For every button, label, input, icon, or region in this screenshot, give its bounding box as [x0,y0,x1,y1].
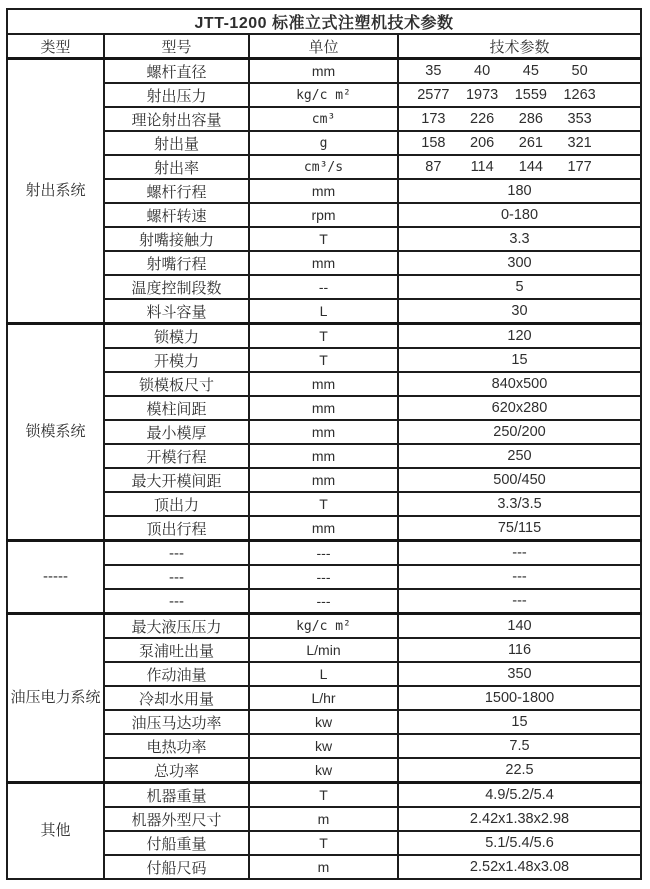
spec-value: 173 [421,111,446,127]
model-cell: 螺杆行程 [104,179,249,203]
unit-cell: L/hr [249,686,398,710]
value-cell: --- [398,589,641,614]
table-row [7,783,641,808]
value-cell: 350 [398,662,641,686]
value-cell: 5 [398,275,641,299]
value-cell: 840x500 [398,372,641,396]
model-cell: 电热功率 [104,734,249,758]
spec-table-head [7,9,641,59]
spec-value: 206 [470,135,495,151]
type-cell: ----- [7,541,104,614]
value-cell: 3.3/3.5 [398,492,641,516]
unit-cell: kw [249,758,398,783]
value-group [399,111,640,127]
unit-cell: m [249,807,398,831]
value-cell: --- [398,541,641,566]
unit-cell: --- [249,565,398,589]
value-cell: 2.52x1.48x3.08 [398,855,641,879]
model-cell: --- [104,565,249,589]
model-cell: 射嘴行程 [104,251,249,275]
model-cell: 最大开模间距 [104,468,249,492]
spec-value: 321 [567,135,592,151]
unit-cell: kw [249,710,398,734]
type-cell: 油压电力系统 [7,614,104,783]
model-cell: 机器外型尺寸 [104,807,249,831]
unit-cell: T [249,324,398,349]
value-cell: 2.42x1.38x2.98 [398,807,641,831]
value-cell: 5.1/5.4/5.6 [398,831,641,855]
model-cell: 理论射出容量 [104,107,249,131]
type-cell: 锁模系统 [7,324,104,541]
model-cell: 作动油量 [104,662,249,686]
spec-value: 226 [470,111,495,127]
unit-cell: mm [249,516,398,541]
value-cell: 620x280 [398,396,641,420]
model-cell: 付船尺码 [104,855,249,879]
unit-cell: --- [249,589,398,614]
unit-cell: -- [249,275,398,299]
value-group [399,87,640,103]
model-cell: 顶出力 [104,492,249,516]
unit-cell: T [249,831,398,855]
model-cell: --- [104,541,249,566]
spec-value: 353 [567,111,592,127]
model-cell: 顶出行程 [104,516,249,541]
value-cell: 500/450 [398,468,641,492]
model-cell: 射出压力 [104,83,249,107]
spec-value: 286 [518,111,543,127]
spec-value: 1559 [514,87,547,103]
value-cell: 140 [398,614,641,639]
value-cell: 0-180 [398,203,641,227]
spec-table-body [7,59,641,880]
column-header-params: 技术参数 [398,34,641,59]
type-cell: 射出系统 [7,59,104,324]
unit-cell: cm³/s [249,155,398,179]
unit-cell: kg/c m² [249,614,398,639]
model-cell: 射嘴接触力 [104,227,249,251]
model-cell: 温度控制段数 [104,275,249,299]
unit-cell: T [249,348,398,372]
value-cell: 3.3 [398,227,641,251]
value-cell: 250 [398,444,641,468]
value-cell: 116 [398,638,641,662]
value-cell: 7.5 [398,734,641,758]
unit-cell: --- [249,541,398,566]
value-group [399,135,640,151]
value-cell: 75/115 [398,516,641,541]
value-cell [398,107,641,131]
spec-value: 35 [425,63,442,79]
value-cell: 30 [398,299,641,324]
spec-value: 40 [474,63,491,79]
unit-cell: L/min [249,638,398,662]
unit-cell: L [249,299,398,324]
unit-cell: kw [249,734,398,758]
spec-value: 158 [421,135,446,151]
value-cell [398,83,641,107]
spec-value: 50 [571,63,588,79]
spec-table [6,8,642,880]
model-cell: 射出量 [104,131,249,155]
unit-cell: T [249,227,398,251]
model-cell: 螺杆转速 [104,203,249,227]
value-cell [398,131,641,155]
model-cell: 锁模力 [104,324,249,349]
value-group [399,159,640,175]
spec-value: 114 [470,159,494,175]
value-cell [398,59,641,84]
unit-cell: L [249,662,398,686]
model-cell: 最大液压压力 [104,614,249,639]
model-cell: 锁模板尺寸 [104,372,249,396]
unit-cell: T [249,783,398,808]
unit-cell: m [249,855,398,879]
model-cell: 开模力 [104,348,249,372]
value-cell: 1500-1800 [398,686,641,710]
table-title: JTT-1200 标准立式注塑机技术参数 [7,9,641,34]
spec-value: 144 [518,159,543,175]
unit-cell: mm [249,468,398,492]
spec-value: 1973 [465,87,499,103]
model-cell: 油压马达功率 [104,710,249,734]
model-cell: 付船重量 [104,831,249,855]
unit-cell: g [249,131,398,155]
type-cell: 其他 [7,783,104,880]
unit-cell: mm [249,444,398,468]
unit-cell: mm [249,396,398,420]
spec-value: 1263 [563,87,596,103]
header-row [7,34,641,59]
model-cell: 开模行程 [104,444,249,468]
unit-cell: T [249,492,398,516]
table-row [7,59,641,84]
model-cell: --- [104,589,249,614]
unit-cell: mm [249,372,398,396]
model-cell: 机器重量 [104,783,249,808]
model-cell: 料斗容量 [104,299,249,324]
value-cell [398,155,641,179]
spec-value: 177 [567,159,592,175]
model-cell: 总功率 [104,758,249,783]
value-cell: 180 [398,179,641,203]
model-cell: 螺杆直径 [104,59,249,84]
unit-cell: mm [249,251,398,275]
unit-cell: rpm [249,203,398,227]
unit-cell: mm [249,420,398,444]
column-header-type: 类型 [7,34,104,59]
model-cell: 冷却水用量 [104,686,249,710]
value-cell: 120 [398,324,641,349]
column-header-unit: 单位 [249,34,398,59]
value-cell: 4.9/5.2/5.4 [398,783,641,808]
table-row [7,541,641,566]
value-cell: 22.5 [398,758,641,783]
table-row [7,614,641,639]
spec-value: 87 [425,159,442,175]
spec-value: 261 [518,135,543,151]
spec-value: 45 [522,63,539,79]
value-cell: 15 [398,710,641,734]
value-cell: 15 [398,348,641,372]
value-cell: 300 [398,251,641,275]
table-row [7,324,641,349]
title-row [7,9,641,34]
model-cell: 射出率 [104,155,249,179]
model-cell: 最小模厚 [104,420,249,444]
column-header-model: 型号 [104,34,249,59]
model-cell: 泵浦吐出量 [104,638,249,662]
unit-cell: mm [249,59,398,84]
unit-cell: cm³ [249,107,398,131]
value-cell: --- [398,565,641,589]
model-cell: 模柱间距 [104,396,249,420]
value-group [399,63,640,79]
unit-cell: mm [249,179,398,203]
unit-cell: kg/c m² [249,83,398,107]
spec-value: 2577 [417,87,450,103]
value-cell: 250/200 [398,420,641,444]
